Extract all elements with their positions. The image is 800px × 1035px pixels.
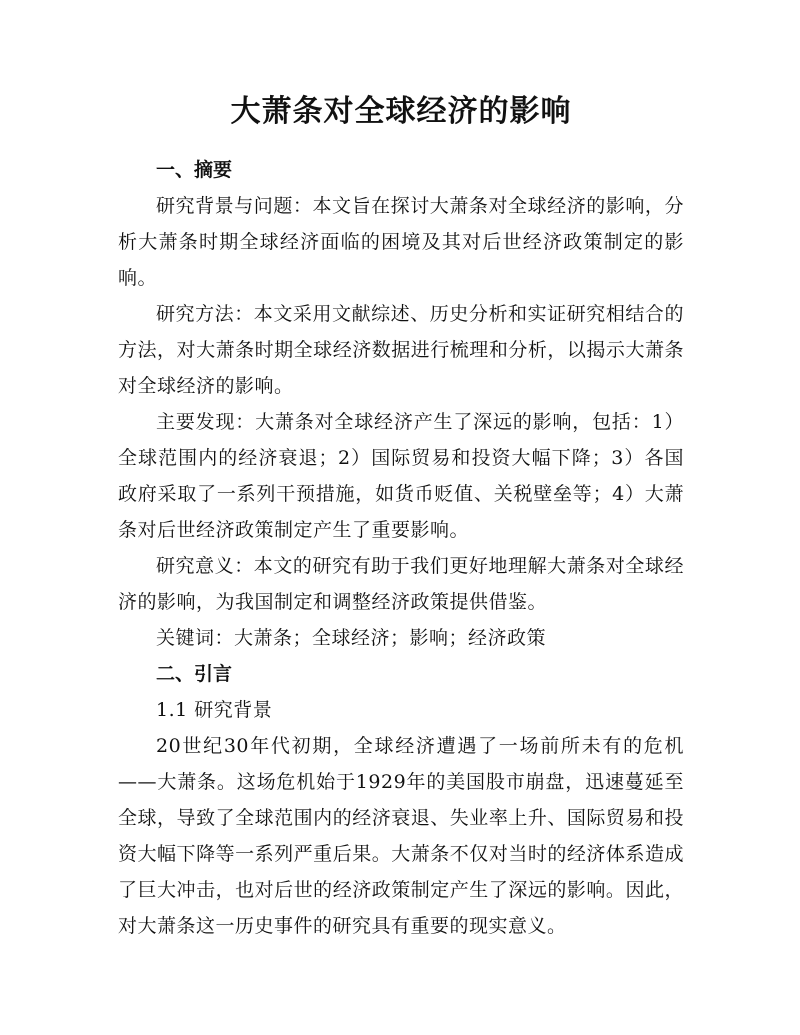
abstract-findings-paragraph: 主要发现：大萧条对全球经济产生了深远的影响，包括：1）全球范围内的经济衰退；2）国际贸易和投资大幅下降；3）各国政府采取了一系列干预措施，如货币贬值、关税壁垒等；4）大萧条对后世经济政策制定产生了重要影响。 (118, 411, 684, 541)
abstract-method-paragraph: 研究方法：本文采用文献综述、历史分析和实证研究相结合的方法，对大萧条时期全球经济数据进行梳理和分析，以揭示大萧条对全球经济的影响。 (118, 303, 684, 397)
keywords-line: 关键词：大萧条；全球经济；影响；经济政策 (156, 627, 547, 649)
background-paragraph: 20世纪30年代初期，全球经济遭遇了一场前所未有的危机——大萧条。这场危机始于1929年的美国股市崩盘，迅速蔓延至全球，导致了全球范围内的经济衰退、失业率上升、国际贸易和投资大幅下降等一系列严重后果。大萧条不仅对当时的经济体系造成了巨大冲击，也对后世的经济政策制定产生了深远的影响。因此，对大萧条这一历史事件的研究具有重要的现实意义。 (118, 735, 684, 937)
abstract-significance-paragraph: 研究意义：本文的研究有助于我们更好地理解大萧条对全球经济的影响，为我国制定和调整经济政策提供借鉴。 (118, 555, 684, 613)
document-title: 大萧条对全球经济的影响 (230, 94, 572, 129)
abstract-heading: 一、摘要 (156, 159, 233, 181)
document-body (118, 92, 684, 944)
introduction-heading: 二、引言 (156, 663, 233, 685)
section-1-1-heading: 1.1 研究背景 (156, 699, 273, 721)
abstract-background-paragraph: 研究背景与问题：本文旨在探讨大萧条对全球经济的影响，分析大萧条时期全球经济面临的困境及其对后世经济政策制定的影响。 (118, 195, 684, 289)
